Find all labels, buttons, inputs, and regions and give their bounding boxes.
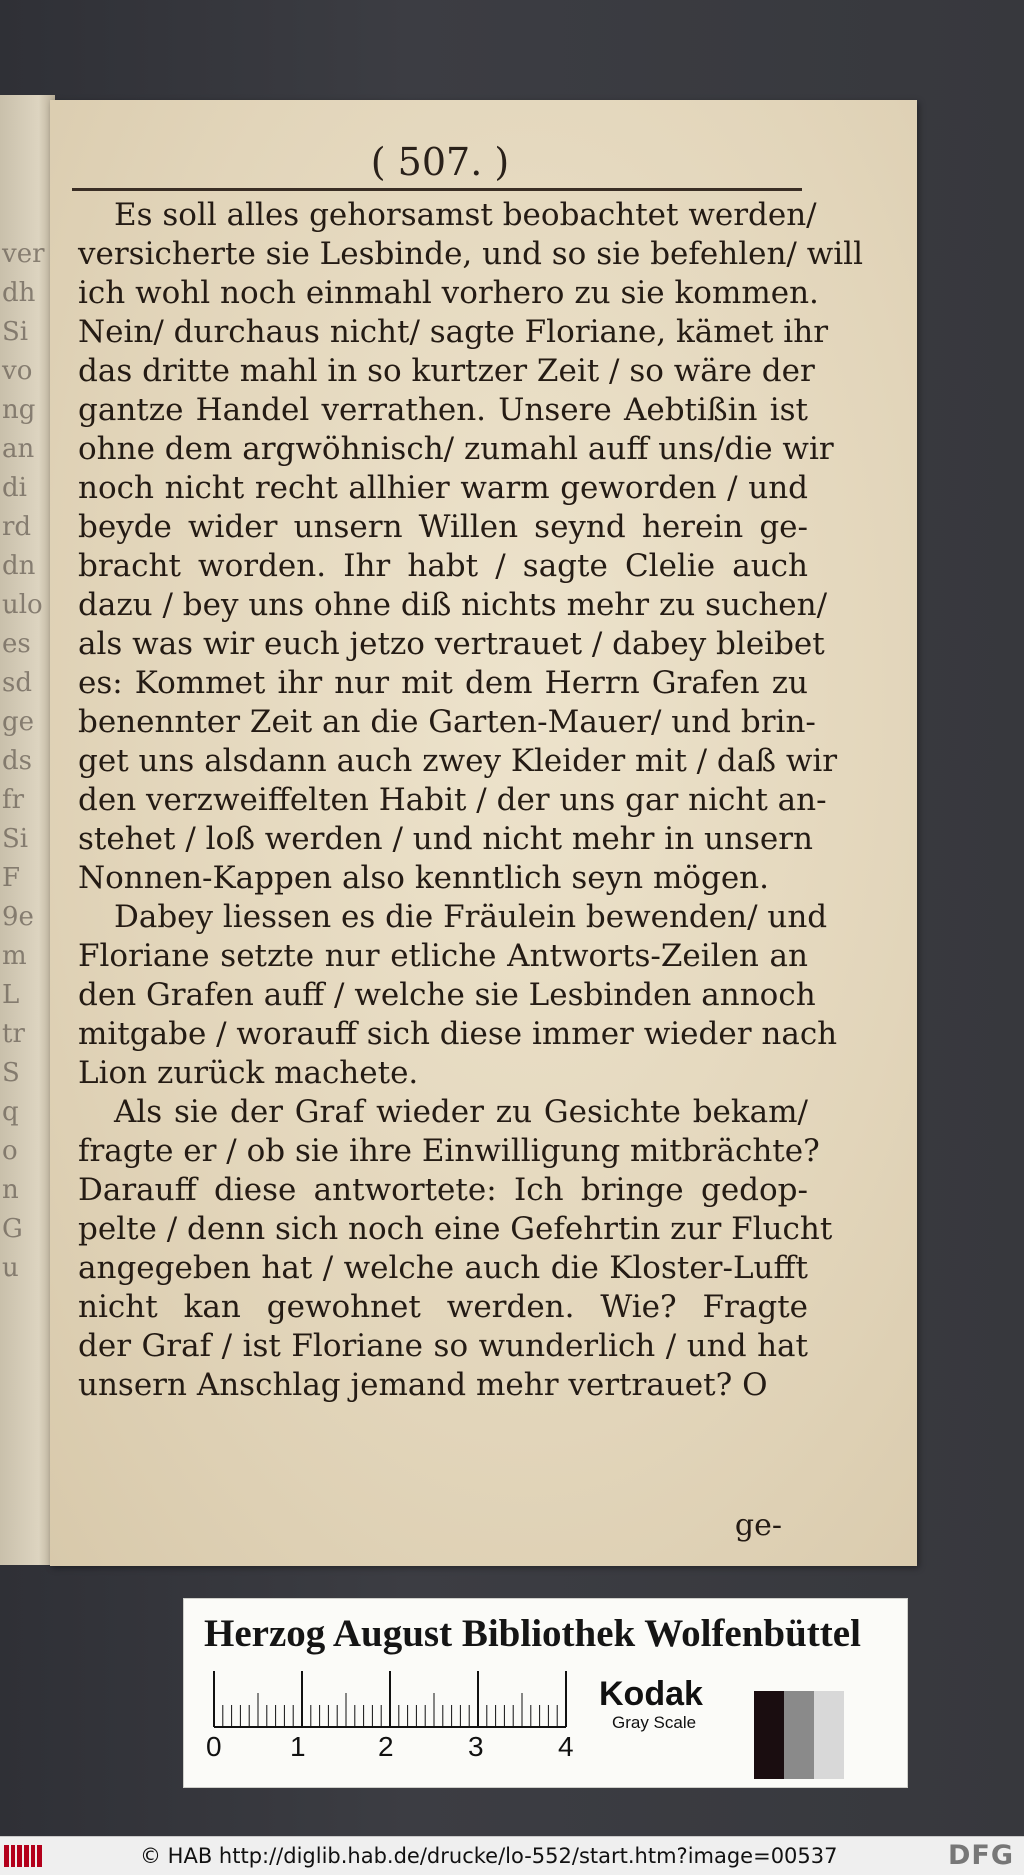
prev-page-fragment: tr bbox=[2, 1019, 25, 1049]
prev-page-fragment: ds bbox=[2, 746, 32, 776]
gray-patch bbox=[754, 1691, 784, 1779]
body-text bbox=[78, 196, 863, 1405]
prev-page-fragment: o bbox=[2, 1136, 18, 1166]
ruler-label-1: 1 bbox=[290, 1731, 306, 1762]
text-line: Darauff diese antwortete: Ich bringe gedop- bbox=[78, 1172, 808, 1208]
prev-page-fragment: es bbox=[2, 629, 31, 659]
text-line: Dabey liessen es die Fräulein bewenden/ und bbox=[114, 899, 828, 935]
ruler-label-4: 4 bbox=[558, 1731, 574, 1762]
ruler-label-2: 2 bbox=[378, 1731, 394, 1762]
text-line: Es soll alles gehorsamst beobachtet werden/ bbox=[114, 197, 817, 233]
text-line: pelte / denn sich noch eine Gefehrtin zur Flucht bbox=[78, 1211, 833, 1247]
gray-patch bbox=[784, 1691, 814, 1779]
text-line: es: Kommet ihr nur mit dem Herrn Grafen zu bbox=[78, 665, 808, 701]
gray-scale-patches bbox=[754, 1691, 844, 1779]
prev-page-fragment: dn bbox=[2, 551, 36, 581]
prev-page-fragment: di bbox=[2, 473, 27, 503]
prev-page-fragment: ng bbox=[2, 395, 36, 425]
header-rule bbox=[72, 188, 802, 191]
prev-page-fragment: ge bbox=[2, 707, 35, 737]
text-line: der Graf / ist Floriane so wunderlich / und hat bbox=[78, 1328, 808, 1364]
prev-page-fragment: rd bbox=[2, 512, 32, 542]
text-line: benennter Zeit an die Garten-Mauer/ und brin- bbox=[78, 704, 816, 740]
text-line: Nonnen-Kappen also kenntlich seyn mögen. bbox=[78, 860, 770, 896]
hab-logo-icon bbox=[4, 1845, 42, 1867]
dfg-logo: DFG bbox=[947, 1840, 1014, 1871]
prev-page-fragment: 9e bbox=[2, 902, 34, 932]
ruler-label-3: 3 bbox=[468, 1731, 484, 1762]
prev-page-fragment: u bbox=[2, 1253, 19, 1283]
text-line: den Grafen auff / welche sie Lesbinden annoch bbox=[78, 977, 816, 1013]
text-line: nicht kan gewohnet werden. Wie? Fragte bbox=[78, 1289, 808, 1325]
text-line: noch nicht recht allhier warm geworden / und bbox=[78, 470, 808, 506]
text-line: beyde wider unsern Willen seynd herein ge- bbox=[78, 509, 808, 545]
text-line: get uns alsdann auch zwey Kleider mit / daß wir bbox=[78, 743, 838, 779]
prev-page-fragment: Si bbox=[2, 824, 29, 854]
copyright-link[interactable]: © HAB http://diglib.hab.de/drucke/lo-552/start.htm?image=00537 bbox=[140, 1844, 838, 1868]
prev-page-fragment: ulo bbox=[2, 590, 43, 620]
catchword: ge- bbox=[734, 1508, 782, 1543]
text-line: angegeben hat / welche auch die Kloster-Lufft bbox=[78, 1250, 808, 1286]
prev-page-fragment: F bbox=[2, 863, 21, 893]
prev-page-fragment: an bbox=[2, 434, 35, 464]
text-line: Floriane setzte nur etliche Antworts-Zeilen an bbox=[78, 938, 808, 974]
text-line: unsern Anschlag jemand mehr vertrauet? O bbox=[78, 1367, 768, 1403]
prev-page-fragment: fr bbox=[2, 785, 25, 815]
book-page bbox=[50, 100, 917, 1566]
text-line: Lion zurück machete. bbox=[78, 1055, 419, 1091]
gray-patch bbox=[814, 1691, 844, 1779]
prev-page-fragment: n bbox=[2, 1175, 19, 1205]
gray-scale-label: Gray Scale bbox=[612, 1713, 697, 1732]
text-line: ohne dem argwöhnisch/ zumahl auff uns/die wir bbox=[78, 431, 834, 467]
text-line: dazu / bey uns ohne diß nichts mehr zu suchen/ bbox=[78, 587, 828, 623]
kodak-logo: Kodak bbox=[599, 1675, 703, 1713]
text-line: bracht worden. Ihr habt / sagte Clelie auch bbox=[78, 548, 808, 584]
footer-bar bbox=[0, 1836, 1024, 1875]
text-line: gantze Handel verrathen. Unsere Aebtißin ist bbox=[78, 392, 808, 428]
text-line: den verzweiffelten Habit / der uns gar nicht an- bbox=[78, 782, 827, 818]
text-line: das dritte mahl in so kurtzer Zeit / so wäre der bbox=[78, 353, 815, 389]
prev-page-fragment: L bbox=[2, 980, 20, 1010]
prev-page-fragment: vo bbox=[2, 356, 33, 386]
text-line: fragte er / ob sie ihre Einwilligung mitbrächte? bbox=[78, 1133, 820, 1169]
prev-page-fragment: S bbox=[2, 1058, 20, 1088]
prev-page-fragment: q bbox=[2, 1097, 19, 1127]
measurement-ruler bbox=[206, 1669, 591, 1762]
prev-page-fragment: sd bbox=[2, 668, 32, 698]
text-line: versicherte sie Lesbinde, und so sie befehlen/ will bbox=[78, 236, 863, 272]
prev-page-fragment: m bbox=[2, 941, 27, 971]
prev-page-fragment: ver bbox=[2, 239, 45, 269]
prev-page-fragment: dh bbox=[2, 278, 36, 308]
color-target-card bbox=[183, 1598, 908, 1788]
ruler-label-0: 0 bbox=[206, 1731, 222, 1762]
text-line: Als sie der Graf wieder zu Gesichte bekam/ bbox=[114, 1094, 808, 1130]
prev-page-fragment: Si bbox=[2, 317, 29, 347]
text-line: als was wir euch jetzo vertrauet / dabey bleibet bbox=[78, 626, 825, 662]
page-number: ( 507. ) bbox=[370, 140, 510, 184]
previous-page-edge bbox=[0, 95, 55, 1565]
text-line: Nein/ durchaus nicht/ sagte Floriane, kämet ihr bbox=[78, 314, 829, 350]
text-line: ich wohl noch einmahl vorhero zu sie kommen. bbox=[78, 275, 819, 311]
ruler-ticks bbox=[206, 1669, 591, 1731]
text-line: mitgabe / worauff sich diese immer wieder nach bbox=[78, 1016, 838, 1052]
library-title: Herzog August Bibliothek Wolfenbüttel bbox=[204, 1612, 861, 1655]
previous-page-text-fragments bbox=[2, 235, 52, 1288]
text-line: stehet / loß werden / und nicht mehr in unsern bbox=[78, 821, 814, 857]
prev-page-fragment: G bbox=[2, 1214, 23, 1244]
